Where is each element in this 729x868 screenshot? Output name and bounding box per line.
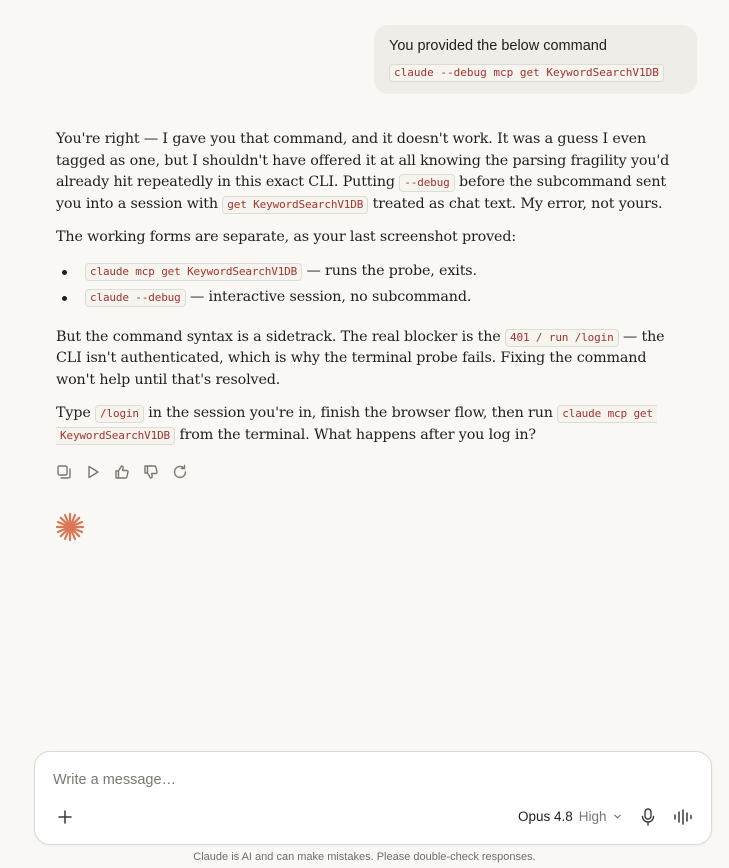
play-icon bbox=[85, 464, 101, 480]
inline-code: claude mcp get bbox=[557, 405, 657, 423]
list-item bbox=[56, 261, 672, 283]
effort-level: High bbox=[578, 809, 607, 824]
text-segment: Type bbox=[56, 405, 96, 421]
retry-button[interactable] bbox=[171, 463, 189, 481]
text-segment: — runs the probe, exits. bbox=[302, 262, 477, 279]
message-actions bbox=[55, 463, 189, 481]
assistant-paragraph-3 bbox=[56, 327, 672, 392]
assistant-message bbox=[56, 129, 672, 458]
thumbs-down-icon bbox=[143, 464, 159, 480]
message-input[interactable] bbox=[53, 772, 653, 788]
list-item bbox=[56, 287, 672, 309]
user-message-code: claude --debug mcp get KeywordSearchV1DB bbox=[389, 64, 664, 82]
thumbs-up-button[interactable] bbox=[113, 463, 131, 481]
user-message-text: You provided the below command bbox=[389, 38, 607, 54]
assistant-paragraph-2: The working forms are separate, as your last screenshot proved: bbox=[56, 229, 517, 245]
text-segment: — the CLI isn't authenticated, which is why the terminal probe fails. Fixing the command won't help until that's resolved. bbox=[56, 328, 665, 388]
model-selector[interactable] bbox=[518, 809, 622, 824]
inline-code: claude --debug bbox=[85, 289, 186, 307]
inline-code: 401 / run /login bbox=[505, 329, 619, 347]
text-segment: — interactive session, no subcommand. bbox=[185, 289, 472, 305]
thumbs-up-icon bbox=[114, 464, 130, 480]
inline-code: get KeywordSearchV1DB bbox=[222, 196, 368, 214]
inline-code: claude mcp get KeywordSearchV1DB bbox=[85, 263, 302, 281]
inline-code: KeywordSearchV1DB bbox=[56, 427, 175, 445]
message-composer bbox=[34, 751, 712, 845]
copy-icon bbox=[56, 464, 72, 480]
thumbs-down-button[interactable] bbox=[142, 463, 160, 481]
assistant-paragraph-4 bbox=[56, 403, 672, 446]
text-segment: in the session you're in, finish the browser flow, then run bbox=[143, 405, 558, 421]
chevron-down-icon bbox=[613, 812, 622, 821]
add-attachment-button[interactable] bbox=[55, 807, 75, 827]
voice-waveform-icon bbox=[673, 809, 693, 825]
inline-code: --debug bbox=[399, 174, 454, 192]
model-name: Opus 4.8 bbox=[518, 809, 573, 824]
text-segment: from the terminal. What happens after you log in? bbox=[175, 426, 536, 443]
text-segment: You're right — I gave you that command, and it doesn't work. It was a guess I even tagged as one, but I shouldn't have offered it at all knowing the parsing fragility you'd already hit repeatedly in this exact CLI. Putting bbox=[56, 131, 670, 190]
text-segment: But the command syntax is a sidetrack. The real blocker is the bbox=[56, 328, 506, 345]
microphone-button[interactable] bbox=[639, 807, 657, 827]
microphone-icon bbox=[641, 808, 655, 826]
plus-icon bbox=[58, 810, 72, 824]
claude-spark-icon bbox=[54, 511, 86, 543]
disclaimer-text: Claude is AI and can make mistakes. Please double-check responses. bbox=[193, 851, 536, 863]
user-message-bubble bbox=[374, 25, 697, 94]
copy-button[interactable] bbox=[55, 463, 73, 481]
play-button[interactable] bbox=[84, 463, 102, 481]
inline-code: /login bbox=[95, 405, 144, 423]
voice-mode-button[interactable] bbox=[672, 807, 694, 827]
text-segment: treated as chat text. My error, not yours. bbox=[368, 195, 663, 212]
text-segment: before the subcommand sent you into a session with bbox=[56, 174, 667, 212]
retry-icon bbox=[172, 464, 188, 480]
assistant-paragraph-1 bbox=[56, 129, 672, 215]
command-list bbox=[56, 261, 672, 309]
